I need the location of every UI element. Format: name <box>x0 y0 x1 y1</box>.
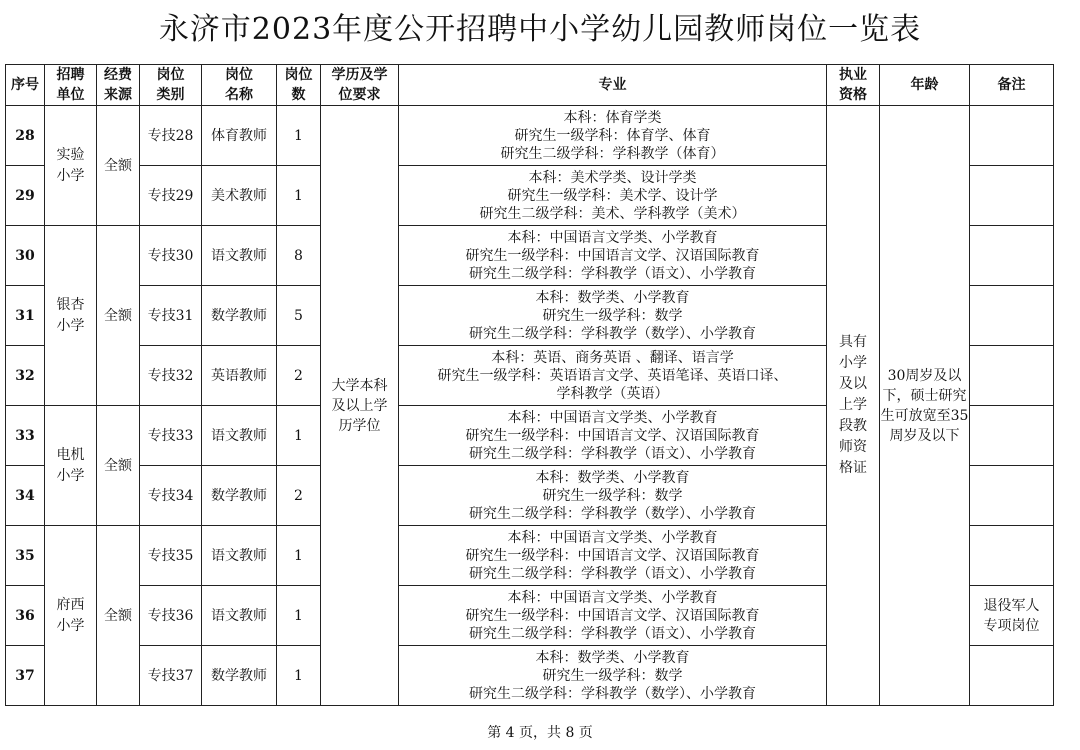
remark-cell: 退役军人专项岗位 <box>970 586 1054 646</box>
category-cell: 专技31 <box>140 286 202 346</box>
major-cell <box>399 286 827 346</box>
major-line: 研究生一级学科：体育学、体育 <box>514 127 711 144</box>
position-cell: 英语教师 <box>202 346 277 406</box>
major-line: 研究生一级学科：中国语言文学、汉语国际教育 <box>465 607 760 624</box>
major-line: 学科教学（英语） <box>556 385 669 402</box>
count-cell: 8 <box>277 226 321 286</box>
major-line: 研究生一级学科：数学 <box>542 667 683 684</box>
header-education: 学历及学位要求 <box>321 65 399 106</box>
major-line: 研究生一级学科：中国语言文学、汉语国际教育 <box>465 427 760 444</box>
major-cell <box>399 586 827 646</box>
count-cell: 1 <box>277 646 321 706</box>
category-cell: 专技32 <box>140 346 202 406</box>
count-cell: 1 <box>277 406 321 466</box>
major-cell <box>399 346 827 406</box>
position-cell: 语文教师 <box>202 526 277 586</box>
remark-cell <box>970 106 1054 166</box>
row-no: 35 <box>6 526 45 586</box>
major-line: 研究生二级学科：学科教学（体育） <box>500 145 725 162</box>
major-line: 本科：中国语言文学类、小学教育 <box>507 529 718 546</box>
unit-cell: 实验小学 <box>45 106 97 226</box>
category-cell: 专技36 <box>140 586 202 646</box>
category-cell: 专技30 <box>140 226 202 286</box>
header-major: 专业 <box>399 65 827 106</box>
major-line: 研究生一级学科：数学 <box>542 487 683 504</box>
row-no: 29 <box>6 166 45 226</box>
major-line: 研究生二级学科：学科教学（语文）、小学教育 <box>469 565 756 582</box>
count-cell: 1 <box>277 166 321 226</box>
category-cell: 专技28 <box>140 106 202 166</box>
header-funding: 经费来源 <box>97 65 140 106</box>
major-line: 本科：数学类、小学教育 <box>535 649 690 666</box>
remark-cell <box>970 166 1054 226</box>
position-cell: 语文教师 <box>202 406 277 466</box>
education-cell: 大学本科及以上学历学位 <box>321 106 399 706</box>
major-line: 研究生二级学科：美术、学科教学（美术） <box>479 205 746 222</box>
license-cell: 具有小学及以上学段教师资格证 <box>827 106 880 706</box>
major-line: 研究生一级学科：英语语言文学、英语笔译、英语口译、 <box>437 367 788 384</box>
major-line: 研究生二级学科：学科教学（数学）、小学教育 <box>469 325 756 342</box>
major-line: 本科：体育学类 <box>563 109 662 126</box>
position-cell: 美术教师 <box>202 166 277 226</box>
position-cell: 数学教师 <box>202 466 277 526</box>
header-count: 岗位数 <box>277 65 321 106</box>
major-line: 研究生一级学科：中国语言文学、汉语国际教育 <box>465 547 760 564</box>
row-no: 30 <box>6 226 45 286</box>
header-remark: 备注 <box>970 65 1054 106</box>
count-cell: 2 <box>277 466 321 526</box>
category-cell: 专技37 <box>140 646 202 706</box>
major-line: 本科：中国语言文学类、小学教育 <box>507 589 718 606</box>
remark-cell <box>970 466 1054 526</box>
major-line: 研究生二级学科：学科教学（语文）、小学教育 <box>469 445 756 462</box>
age-cell: 30周岁及以下，硕士研究生可放宽至35周岁及以下 <box>880 106 970 706</box>
major-line: 研究生二级学科：学科教学（数学）、小学教育 <box>469 505 756 522</box>
row-no: 34 <box>6 466 45 526</box>
page-footer: 第 4 页，共 8 页 <box>487 725 593 741</box>
remark-cell <box>970 526 1054 586</box>
count-cell: 1 <box>277 586 321 646</box>
major-cell <box>399 646 827 706</box>
header-no: 序号 <box>6 65 45 106</box>
position-cell: 数学教师 <box>202 286 277 346</box>
major-cell <box>399 226 827 286</box>
row-no: 33 <box>6 406 45 466</box>
unit-cell: 银杏小学 <box>45 226 97 406</box>
major-line: 本科：英语、商务英语 、翻译、语言学 <box>491 349 734 366</box>
major-line: 研究生二级学科：学科教学（语文）、小学教育 <box>469 265 756 282</box>
page-title: 永济市2023年度公开招聘中小学幼儿园教师岗位一览表 <box>158 12 922 47</box>
unit-cell: 府西小学 <box>45 526 97 706</box>
major-line: 研究生二级学科：学科教学（数学）、小学教育 <box>469 685 756 702</box>
funding-cell: 全额 <box>97 106 140 226</box>
position-cell: 体育教师 <box>202 106 277 166</box>
category-cell: 专技29 <box>140 166 202 226</box>
row-no: 28 <box>6 106 45 166</box>
category-cell: 专技33 <box>140 406 202 466</box>
major-cell <box>399 166 827 226</box>
row-no: 37 <box>6 646 45 706</box>
header-position: 岗位名称 <box>202 65 277 106</box>
funding-cell: 全额 <box>97 526 140 706</box>
position-cell: 数学教师 <box>202 646 277 706</box>
unit-cell: 电机小学 <box>45 406 97 526</box>
count-cell: 2 <box>277 346 321 406</box>
remark-cell <box>970 346 1054 406</box>
remark-cell <box>970 286 1054 346</box>
major-line: 本科：中国语言文学类、小学教育 <box>507 409 718 426</box>
major-cell <box>399 466 827 526</box>
remark-cell <box>970 226 1054 286</box>
count-cell: 5 <box>277 286 321 346</box>
major-line: 本科：数学类、小学教育 <box>535 289 690 306</box>
row-no: 36 <box>6 586 45 646</box>
major-line: 本科：美术学类、设计学类 <box>528 169 697 186</box>
header-unit: 招聘单位 <box>45 65 97 106</box>
major-line: 本科：数学类、小学教育 <box>535 469 690 486</box>
major-cell <box>399 406 827 466</box>
major-line: 研究生二级学科：学科教学（语文）、小学教育 <box>469 625 756 642</box>
major-line: 研究生一级学科：中国语言文学、汉语国际教育 <box>465 247 760 264</box>
count-cell: 1 <box>277 526 321 586</box>
header-license: 执业资格 <box>827 65 880 106</box>
header-category: 岗位类别 <box>140 65 202 106</box>
major-cell <box>399 526 827 586</box>
category-cell: 专技34 <box>140 466 202 526</box>
major-cell <box>399 106 827 166</box>
remark-cell <box>970 646 1054 706</box>
position-cell: 语文教师 <box>202 226 277 286</box>
funding-cell: 全额 <box>97 406 140 526</box>
position-cell: 语文教师 <box>202 586 277 646</box>
table-row <box>6 106 1054 166</box>
header-age: 年龄 <box>880 65 970 106</box>
major-line: 研究生一级学科：美术学、设计学 <box>507 187 718 204</box>
row-no: 32 <box>6 346 45 406</box>
funding-cell: 全额 <box>97 226 140 406</box>
major-line: 本科：中国语言文学类、小学教育 <box>507 229 718 246</box>
category-cell: 专技35 <box>140 526 202 586</box>
remark-cell <box>970 406 1054 466</box>
major-line: 研究生一级学科：数学 <box>542 307 683 324</box>
recruitment-table <box>5 64 1054 706</box>
count-cell: 1 <box>277 106 321 166</box>
header-row <box>6 65 1054 106</box>
row-no: 31 <box>6 286 45 346</box>
